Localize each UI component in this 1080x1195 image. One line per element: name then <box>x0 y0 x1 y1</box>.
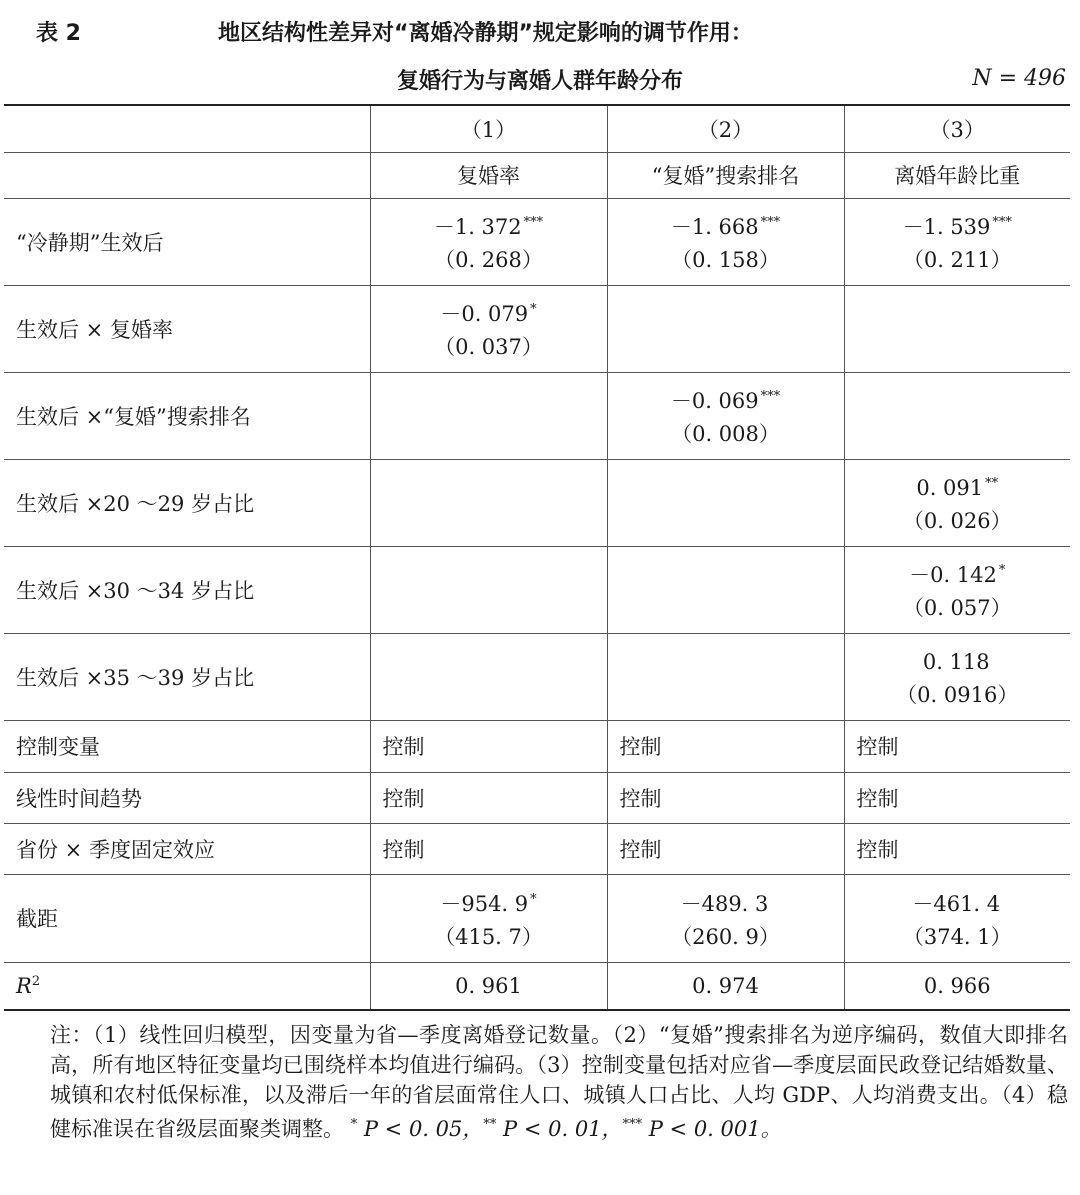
coef-cell <box>607 372 844 459</box>
control-row <box>4 772 1070 823</box>
coef-value: 0. 091 <box>916 476 984 500</box>
table-row <box>4 198 1070 285</box>
coef-cell <box>370 372 607 459</box>
control-cell: 控制 <box>607 823 844 874</box>
col-name-1: 复婚率 <box>370 152 607 198</box>
coef-cell <box>607 198 844 285</box>
r2-value: 0. 974 <box>607 962 844 1010</box>
table-row <box>4 459 1070 546</box>
std-error: （415. 7） <box>434 924 543 949</box>
significance-stars: ** <box>985 476 999 491</box>
coef-cell <box>844 285 1070 372</box>
row-label: 生效后 ×20 ～29 岁占比 <box>4 459 370 546</box>
control-row <box>4 720 1070 772</box>
coef-value: －1. 372 <box>433 215 522 239</box>
intercept-row <box>4 874 1070 962</box>
coef-value: －0. 142 <box>909 563 997 587</box>
control-cell: 控制 <box>844 772 1070 823</box>
coef-value: －489. 3 <box>680 891 769 916</box>
coef-cell <box>370 198 607 285</box>
coef-cell <box>607 874 844 962</box>
sig-level-3: P < 0. 001。 <box>642 1117 782 1141</box>
std-error: （0. 0916） <box>896 683 1019 707</box>
table-label: 表 2 <box>36 21 81 46</box>
table-title-line1: 地区结构性差异对“离婚冷静期”规定影响的调节作用： <box>218 21 753 46</box>
r-squared-row <box>4 962 1070 1010</box>
control-cell: 控制 <box>607 772 844 823</box>
sig-star-2: ** <box>483 1117 497 1132</box>
r2-symbol: R <box>16 973 32 998</box>
col-number-1: （1） <box>370 105 607 152</box>
coef-value: －1. 539 <box>902 215 991 239</box>
empty-corner <box>4 105 370 152</box>
regression-table <box>4 104 1070 1011</box>
coef-cell <box>370 874 607 962</box>
coef-cell <box>607 459 844 546</box>
std-error: （0. 037） <box>434 335 543 359</box>
table-title-line2: 复婚行为与离婚人群年龄分布 <box>396 69 683 94</box>
col-name-row <box>4 152 1070 198</box>
significance-stars: * <box>998 563 1006 578</box>
coef-value: －0. 079 <box>440 302 529 326</box>
col-number-row <box>4 105 1070 152</box>
col-name-2: “复婚”搜索排名 <box>607 152 844 198</box>
note-text: 注：（1）线性回归模型，因变量为省—季度离婚登记数量。（2）“复婚”搜索排名为逆序编码，数值大即排名高，所有地区特征变量均已围绕样本均值进行编码。（3）控制变量包括对应省—季度层面民政登记结婚数量、城镇和农村低保标准，以及滞后一年的省层面常住人口、城镇人口占比、人均 GDP、人均消费支出。（4）稳健标准误在省级层面聚类调整。 <box>50 1023 1068 1141</box>
std-error: （260. 9） <box>671 924 780 949</box>
std-error: （0. 268） <box>434 248 543 272</box>
coef-cell <box>370 459 607 546</box>
sig-star-3: *** <box>622 1117 643 1132</box>
coef-cell <box>607 546 844 633</box>
r2-value: 0. 966 <box>844 962 1070 1010</box>
std-error: （0. 057） <box>902 596 1012 620</box>
r2-value: 0. 961 <box>370 962 607 1010</box>
coef-cell <box>370 633 607 720</box>
row-label: 省份 × 季度固定效应 <box>4 823 370 874</box>
control-cell: 控制 <box>844 720 1070 772</box>
row-label <box>4 962 370 1010</box>
significance-stars: *** <box>523 215 544 230</box>
sample-size: N = 496 <box>972 66 1066 91</box>
coef-cell <box>844 633 1070 720</box>
row-label: 生效后 ×30 ～34 岁占比 <box>4 546 370 633</box>
coef-cell <box>607 633 844 720</box>
significance-stars: * <box>530 302 537 317</box>
row-label: “冷静期”生效后 <box>4 198 370 285</box>
coef-value: 0. 118 <box>922 650 990 674</box>
row-label: 线性时间趋势 <box>4 772 370 823</box>
row-label: 生效后 ×35 ～39 岁占比 <box>4 633 370 720</box>
row-label: 生效后 ×“复婚”搜索排名 <box>4 372 370 459</box>
sig-star-1: * <box>350 1117 358 1132</box>
coef-value: －954. 9 <box>440 891 529 916</box>
coef-cell <box>844 198 1070 285</box>
coef-cell <box>370 285 607 372</box>
sig-level-1: P < 0. 05， <box>357 1117 484 1141</box>
coef-value: －1. 668 <box>670 215 759 239</box>
table-row <box>4 372 1070 459</box>
r2-exponent: 2 <box>31 973 41 989</box>
table-row <box>4 633 1070 720</box>
col-number-3: （3） <box>844 105 1070 152</box>
col-name-3: 离婚年龄比重 <box>844 152 1070 198</box>
coef-value: －0. 069 <box>670 389 759 413</box>
control-cell: 控制 <box>844 823 1070 874</box>
coef-cell <box>844 459 1070 546</box>
control-cell: 控制 <box>370 823 607 874</box>
sig-level-2: P < 0. 01， <box>496 1117 623 1141</box>
significance-stars: *** <box>760 389 781 404</box>
coef-value: －461. 4 <box>912 891 1001 916</box>
significance-stars: * <box>530 891 537 907</box>
significance-stars: *** <box>760 215 781 230</box>
col-number-2: （2） <box>607 105 844 152</box>
coef-cell <box>607 285 844 372</box>
control-cell: 控制 <box>370 720 607 772</box>
control-cell: 控制 <box>607 720 844 772</box>
std-error: （374. 1） <box>902 924 1012 949</box>
coef-cell <box>844 546 1070 633</box>
table-row <box>4 546 1070 633</box>
control-row <box>4 823 1070 874</box>
std-error: （0. 211） <box>902 248 1012 272</box>
std-error: （0. 158） <box>671 248 780 272</box>
row-label: 截距 <box>4 874 370 962</box>
table-row <box>4 285 1070 372</box>
table-note <box>50 1020 1068 1144</box>
coef-cell <box>844 372 1070 459</box>
control-cell: 控制 <box>370 772 607 823</box>
row-label: 控制变量 <box>4 720 370 772</box>
coef-cell <box>844 874 1070 962</box>
significance-stars: *** <box>992 215 1012 230</box>
coef-cell <box>370 546 607 633</box>
std-error: （0. 008） <box>671 422 780 446</box>
row-label: 生效后 × 复婚率 <box>4 285 370 372</box>
std-error: （0. 026） <box>902 509 1012 533</box>
empty-corner <box>4 152 370 198</box>
